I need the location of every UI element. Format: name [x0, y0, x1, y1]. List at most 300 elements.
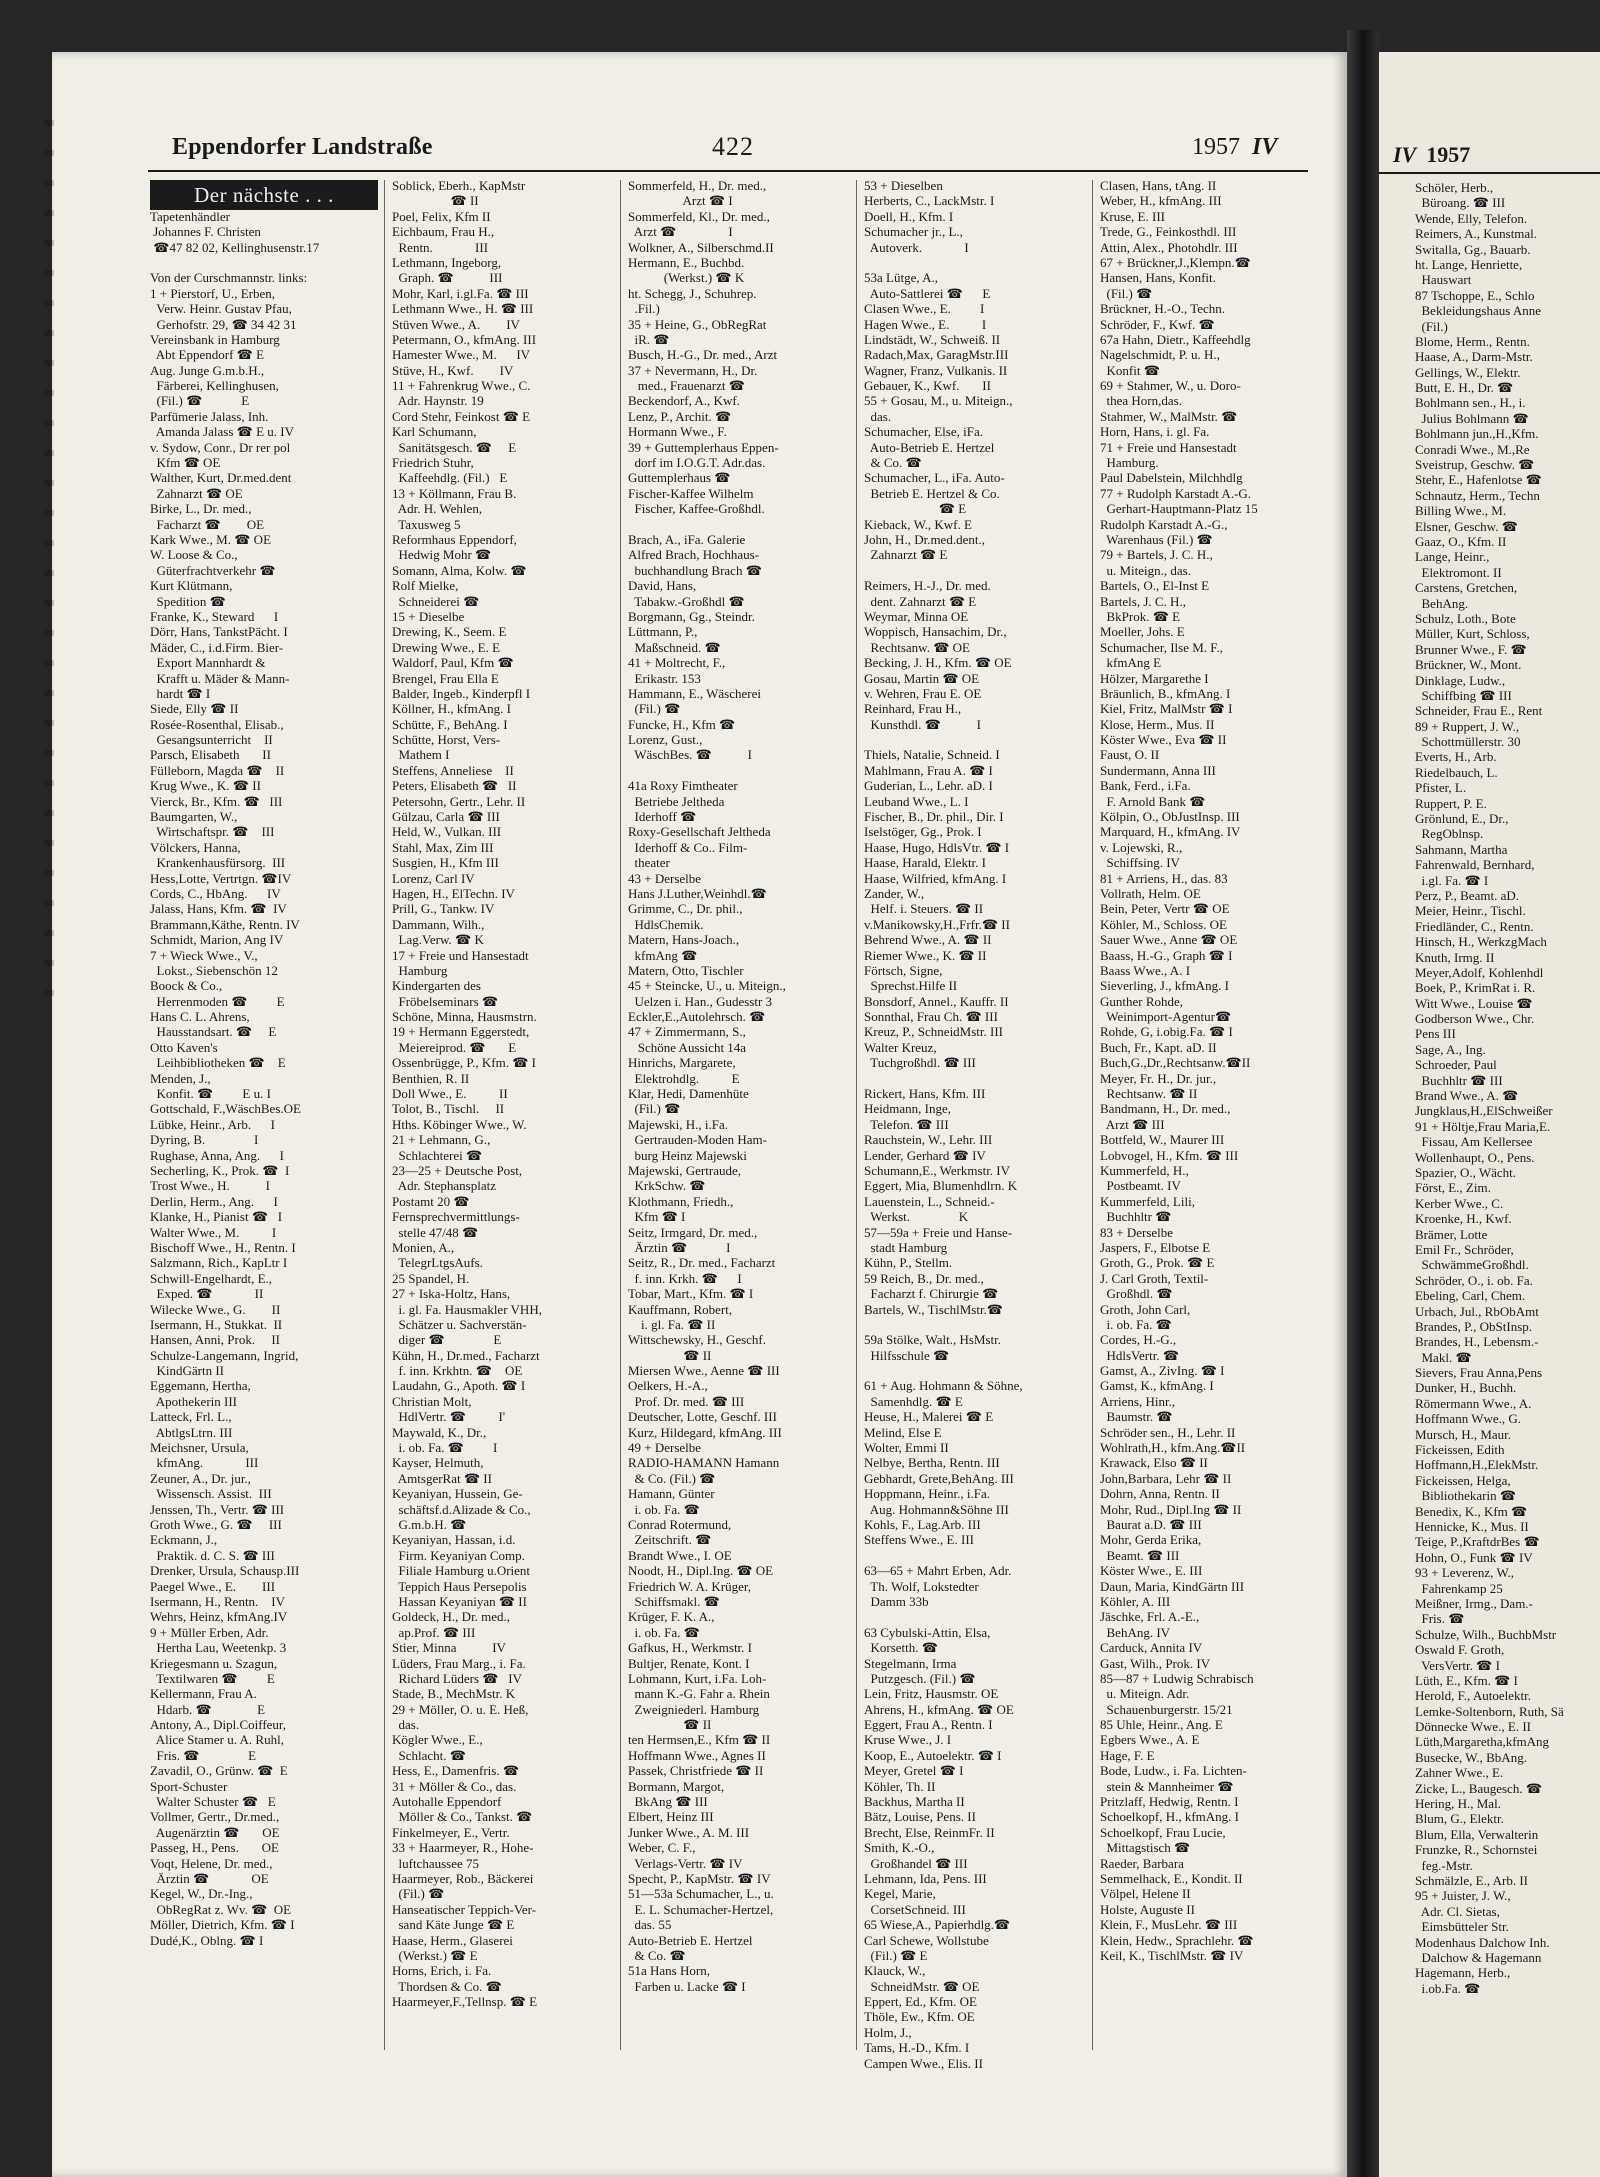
directory-entry-line: David, Hans,: [628, 578, 697, 594]
directory-entry-line: Gafkus, H., Werkmstr. I: [628, 1640, 753, 1656]
directory-entry-line: Menden, J.,: [150, 1070, 211, 1086]
directory-entry-line: Konfit ☎: [1100, 362, 1160, 378]
directory-entry-line: Groth, John Carl,: [1100, 1301, 1191, 1317]
directory-entry-line: Kurz, Hildegard, kfmAng. III: [628, 1424, 782, 1440]
directory-entry-line: Schöler, Herb.,: [1415, 180, 1494, 195]
directory-entry-line: Verlags-Vertr. ☎ IV: [628, 1855, 743, 1871]
directory-entry-line: 33 + Haarmeyer, R., Hohe-: [392, 1840, 534, 1856]
directory-entry-line: Mursch, H., Maur.: [1415, 1426, 1512, 1442]
directory-entry-line: ☎ II: [628, 1347, 712, 1363]
directory-entry-line: Schmidt, Marion, Ang IV: [150, 932, 284, 948]
directory-entry-line: Karl Schumann,: [392, 424, 477, 440]
directory-entry-line: Johannes F. Christen: [150, 224, 261, 240]
directory-entry-line: Spedition ☎: [150, 593, 226, 609]
directory-entry-line: Brückner, W., Mont.: [1415, 657, 1522, 673]
directory-entry-line: Hamburg.: [1100, 455, 1159, 471]
facing-year: 1957: [1426, 142, 1471, 167]
directory-entry-line: Pritzlaff, Hedwig, Rentn. I: [1100, 1794, 1239, 1810]
directory-entry-line: Conrad Rotermund,: [628, 1516, 732, 1532]
directory-entry-line: Weber, C. F.,: [628, 1840, 696, 1856]
directory-entry-line: Lüttmann, P.,: [628, 624, 698, 640]
directory-entry-line: Hormann Wwe., F.: [628, 424, 727, 440]
directory-entry-line: [864, 1071, 1086, 1086]
directory-entry-line: Faust, O. II: [1100, 747, 1160, 763]
directory-entry-line: Hess, E., Damenfris. ☎: [392, 1763, 520, 1779]
directory-entry-line: Gerhart-Hauptmann-Platz 15: [1100, 501, 1258, 517]
directory-entry-line: f. inn. Krkhtn. ☎ OE: [392, 1363, 523, 1379]
directory-entry-line: Brandes, H., Lebensm.-: [1415, 1334, 1539, 1350]
directory-entry-line: Hertha Lau, Weetenkp. 3: [150, 1640, 287, 1656]
directory-entry-line: Farben u. Lacke ☎ I: [628, 1978, 746, 1994]
column-2: [392, 178, 614, 2048]
directory-entry-line: Zahnarzt ☎ OE: [150, 485, 243, 501]
directory-entry-line: [150, 178, 378, 193]
directory-entry-line: Trede, G., Feinkosthdl. III: [1100, 224, 1237, 240]
facing-volume: IV: [1393, 142, 1417, 167]
directory-entry-line: Daun, Maria, KindGärtn III: [1100, 1578, 1245, 1594]
directory-entry-line: Brecht, Else, ReinmFr. II: [864, 1824, 995, 1840]
directory-entry-line: Hohn, O., Funk ☎ IV: [1415, 1549, 1533, 1565]
directory-entry-line: Dudé,K., Oblng. ☎ I: [150, 1932, 264, 1948]
directory-entry-line: 59 Reich, B., Dr. med.,: [864, 1270, 984, 1286]
directory-entry-line: Hoppmann, Heinr., i.Fa.: [864, 1486, 991, 1502]
directory-entry-line: [628, 763, 850, 778]
directory-entry-line: Gamst, A., ZivIng. ☎ I: [1100, 1363, 1225, 1379]
directory-entry-line: v. Sydow, Conr., Dr rer pol: [150, 439, 291, 455]
directory-entry-line: Th. Wolf, Lokstedter: [864, 1578, 979, 1594]
directory-entry-line: Oelkers, H.-A.,: [628, 1378, 708, 1394]
directory-entry-line: (Werkst.) ☎ E: [392, 1947, 478, 1963]
facing-column: [1415, 180, 1600, 2170]
directory-entry-line: Walter Schuster ☎ E: [150, 1794, 276, 1810]
directory-entry-line: Seitz, R., Dr. med., Facharzt: [628, 1255, 776, 1271]
directory-entry-line: 47 + Zimmermann, S.,: [628, 1024, 746, 1040]
directory-entry-line: Lehmann, Ida, Pens. III: [864, 1870, 987, 1886]
directory-entry-line: Konfit. ☎ E u. I: [150, 1086, 271, 1102]
directory-entry-line: Campen Wwe., Elis. II: [864, 2055, 983, 2071]
directory-entry-line: Prill, G., Tankw. IV: [392, 901, 495, 917]
directory-entry-line: 45 + Steincke, U., u. Miteign.,: [628, 978, 786, 994]
directory-entry-line: u. Miteign. Adr.: [1100, 1686, 1190, 1702]
directory-entry-line: Iderhoff ☎: [628, 809, 697, 825]
directory-entry-line: Lüth, E., Kfm. ☎ I: [1415, 1672, 1518, 1688]
directory-entry-line: Grimme, C., Dr. phil.,: [628, 901, 743, 917]
page-edge-shadow: [44, 120, 54, 1020]
directory-entry-line: 1 + Pierstorf, U., Erben,: [150, 285, 276, 301]
directory-entry-line: Köster Wwe., E. III: [1100, 1563, 1203, 1579]
directory-entry-line: Arzt ☎ I: [628, 224, 733, 240]
directory-entry-line: Isermann, H., Stukkat. II: [150, 1316, 283, 1332]
directory-entry-line: Lenz, P., Archit. ☎: [628, 408, 732, 424]
directory-entry-line: John, H., Dr.med.dent.,: [864, 531, 985, 547]
directory-entry-line: Salzmann, Rich., KapLtr I: [150, 1255, 288, 1271]
directory-entry-line: Wittschewsky, H., Geschf.: [628, 1332, 766, 1348]
directory-entry-line: Busch, H.-G., Dr. med., Arzt: [628, 347, 778, 363]
directory-entry-line: Perz, P., Beamt. aD.: [1415, 887, 1519, 903]
directory-entry-line: Antony, A., Dipl.Coiffeur,: [150, 1717, 286, 1733]
directory-entry-line: Holm, J.,: [864, 2024, 912, 2040]
directory-entry-line: Augenärztin ☎ OE: [150, 1824, 280, 1840]
directory-entry-line: Switalla, Gg., Bauarb.: [1415, 241, 1531, 257]
directory-entry-line: Schnautz, Herm., Techn: [1415, 487, 1540, 503]
directory-entry-line: Eggert, Mia, Blumenhdlrn. K: [864, 1178, 1018, 1194]
directory-entry-line: hardt ☎ I: [150, 685, 211, 701]
directory-entry-line: Brandt Wwe., I. OE: [628, 1547, 732, 1563]
directory-entry-line: Haase, Harald, Elektr. I: [864, 855, 987, 871]
directory-entry-line: Haase, Wilfried, kfmAng. I: [864, 870, 1007, 886]
directory-entry-line: E. L. Schumacher-Hertzel,: [628, 1901, 774, 1917]
directory-entry-line: Rudolph Karstadt A.-G.,: [1100, 516, 1228, 532]
directory-entry-line: Schneiderei ☎: [392, 593, 480, 609]
directory-entry-line: Held, W., Vulkan. III: [392, 824, 502, 840]
directory-entry-line: Boock & Co.,: [150, 978, 223, 994]
directory-entry-line: 85—87 + Ludwig Schrabisch: [1100, 1670, 1254, 1686]
directory-entry-line: Blome, Herm., Rentn.: [1415, 333, 1530, 349]
directory-entry-line: Schulz, Loth., Bote: [1415, 610, 1516, 626]
directory-entry-line: Stüven Wwe., A. IV: [392, 316, 520, 332]
directory-entry-line: Export Mannhardt &: [150, 655, 266, 671]
directory-entry-line: Warenhaus (Fil.) ☎: [1100, 531, 1213, 547]
directory-entry-line: Eckmann, J.,: [150, 1532, 218, 1548]
directory-entry-line: Jungklaus,H.,ElSchweißer: [1415, 1103, 1553, 1119]
directory-entry-line: Stehr, E., Hafenlotse ☎: [1415, 472, 1542, 488]
directory-entry-line: Weymar, Minna OE: [864, 608, 969, 624]
directory-entry-line: Bank, Ferd., i.Fa.: [1100, 778, 1191, 794]
directory-entry-line: Fahrenwald, Bernhard,: [1415, 857, 1535, 873]
directory-entry-line: Adr. Haynstr. 19: [392, 393, 484, 409]
directory-entry-line: Rechtsanw. ☎ OE: [864, 639, 970, 655]
directory-entry-line: Hamann, Günter: [628, 1486, 715, 1502]
directory-entry-line: CorsetSchneid. III: [864, 1901, 966, 1917]
directory-entry-line: Aug. Hohmann&Söhne III: [864, 1501, 1009, 1517]
directory-entry-line: Keil, K., TischlMstr. ☎ IV: [1100, 1947, 1244, 1963]
directory-entry-line: G.m.b.H. ☎: [392, 1516, 467, 1532]
directory-entry-line: Schütte, F., BehAng. I: [392, 716, 508, 732]
directory-entry-line: 85 Uhle, Heinr., Ang. E: [1100, 1717, 1223, 1733]
directory-entry-line: 13 + Köllmann, Frau B.: [392, 485, 517, 501]
directory-entry-line: Kegel, W., Dr.-Ing.,: [150, 1886, 253, 1902]
column-4: [864, 178, 1086, 2071]
directory-entry-line: Putzgesch. (Fil.) ☎: [864, 1670, 976, 1686]
directory-entry-line: Lemke-Soltenborn, Ruth, Sä: [1415, 1703, 1564, 1719]
directory-entry-line: Kummerfeld, H.,: [1100, 1163, 1189, 1178]
directory-entry-line: Hansen, Hans, Konfit.: [1100, 270, 1216, 286]
directory-entry-line: Mahlmann, Frau A. ☎ I: [864, 762, 993, 778]
directory-entry-line: Krug Wwe., K. ☎ II: [150, 778, 261, 794]
column-divider: [620, 180, 621, 2050]
directory-entry-line: Sport-Schuster: [150, 1778, 228, 1794]
directory-entry-line: [864, 1363, 1086, 1378]
directory-entry-line: Helf. i. Steuers. ☎ II: [864, 901, 984, 917]
directory-entry-line: dent. Zahnarzt ☎ E: [864, 593, 977, 609]
directory-entry-line: Meiereiprod. ☎ E: [392, 1039, 517, 1055]
directory-entry-line: Stüve, H., Kwf. IV: [392, 362, 514, 378]
directory-entry-line: Rosée-Rosenthal, Elisab.,: [150, 716, 284, 732]
directory-entry-line: Semmelhack, E., Kondit. II: [1100, 1870, 1243, 1886]
directory-entry-line: [864, 1317, 1086, 1332]
directory-entry-line: Hilfsschule ☎: [864, 1347, 950, 1363]
directory-entry-line: Graph. ☎ III: [392, 270, 503, 286]
directory-entry-line: Majewski, Gertraude,: [628, 1163, 741, 1178]
directory-entry-line: Bekleidungshaus Anne: [1415, 303, 1542, 319]
directory-entry-line: Damm 33b: [864, 1593, 929, 1609]
directory-entry-line: Klothmann, Friedh.,: [628, 1193, 734, 1209]
directory-entry-line: Hinrichs, Margarete,: [628, 1055, 736, 1071]
directory-entry-line: Hths. Köbinger Wwe., W.: [392, 1116, 527, 1132]
directory-entry-line: Lender, Gerhard ☎ IV: [864, 1147, 986, 1163]
directory-entry-line: W. Loose & Co.,: [150, 547, 238, 563]
directory-entry-line: Hennicke, K., Mus. II: [1415, 1518, 1529, 1534]
directory-entry-line: 11 + Fahrenkrug Wwe., C.: [392, 378, 531, 394]
directory-entry-line: HdlVertr. ☎ I': [392, 1409, 506, 1425]
directory-entry-line: Hausstandsart. ☎ E: [150, 1024, 277, 1040]
directory-entry-line: Iderhoff & Co.. Film-: [628, 839, 748, 855]
directory-entry-line: Büroang. ☎ III: [1415, 195, 1506, 211]
directory-entry-line: kfmAng. III: [150, 1455, 259, 1471]
directory-entry-line: Stahl, Max, Zim III: [392, 839, 494, 855]
directory-entry-line: Schröder, O., i. ob. Fa.: [1415, 1272, 1533, 1288]
directory-entry-line: Petersohn, Gertr., Lehr. II: [392, 793, 526, 809]
directory-entry-line: Sauer Wwe., Anne ☎ OE: [1100, 932, 1238, 948]
directory-entry-line: Egbers Wwe., A. E: [1100, 1732, 1200, 1748]
directory-entry-line: 25 Spandel, H.: [392, 1270, 470, 1286]
directory-entry-line: Billing Wwe., M.: [1415, 503, 1507, 519]
directory-entry-line: Kunsthdl. ☎ I: [864, 716, 981, 732]
directory-entry-line: Auto-Betrieb E. Hertzel: [628, 1932, 753, 1948]
directory-entry-line: Nagelschmidt, P. u. H.,: [1100, 347, 1220, 363]
directory-entry-line: 53 + Dieselben: [864, 178, 943, 193]
directory-entry-line: Passek, Christfriede ☎ II: [628, 1763, 764, 1779]
directory-entry-line: das. 55: [628, 1917, 672, 1933]
directory-entry-line: Wende, Elly, Telefon.: [1415, 210, 1528, 226]
directory-entry-line: Benedix, K., Kfm ☎: [1415, 1503, 1528, 1519]
directory-entry-line: AbtlgsLtrn. III: [150, 1424, 233, 1440]
directory-entry-line: Peters, Elisabeth ☎ II: [392, 778, 517, 794]
directory-entry-line: 65 Wiese,A., Papierhdlg.☎: [864, 1917, 1011, 1933]
directory-entry-line: BehAng.: [1415, 595, 1469, 611]
directory-entry-line: Sprechst.Hilfe II: [864, 978, 958, 994]
directory-entry-line: Mäder, C., i.d.Firm. Bier-: [150, 639, 284, 655]
directory-entry-line: Monien, A.,: [392, 1239, 455, 1255]
directory-entry-line: Klar, Hedi, Damenhüte: [628, 1086, 749, 1102]
directory-entry-line: Autohalle Eppendorf: [392, 1794, 502, 1810]
directory-entry-line: Elsner, Geschw. ☎: [1415, 518, 1518, 534]
directory-entry-line: Betrieb E. Hertzel & Co.: [864, 485, 1000, 501]
directory-entry-line: Franke, K., Steward I: [150, 608, 279, 624]
directory-entry-line: 87 Tschoppe, E., Schlo: [1415, 287, 1535, 303]
directory-entry-line: Kayser, Helmuth,: [392, 1455, 484, 1471]
directory-entry-line: Specht, P., KapMstr. ☎ IV: [628, 1870, 771, 1886]
directory-entry-line: Becking, J. H., Kfm. ☎ OE: [864, 655, 1012, 671]
directory-entry-line: Smith, K.-O.,: [864, 1840, 935, 1856]
directory-entry-line: 77 + Rudolph Karstadt A.-G.: [1100, 485, 1252, 501]
directory-entry-line: i. gl. Fa. Hausmakler VHH,: [392, 1301, 542, 1317]
directory-entry-line: Ahrens, H., kfmAng. ☎ OE: [864, 1701, 1014, 1717]
directory-entry-line: Schauenburgerstr. 15/21: [1100, 1701, 1233, 1717]
directory-entry-line: Otto Kaven's: [150, 1039, 218, 1055]
directory-entry-line: Cord Stehr, Feinkost ☎ E: [392, 408, 531, 424]
directory-entry-line: Hagemann, Herb.,: [1415, 1965, 1511, 1981]
directory-entry-line: Beckendorf, A., Kwf.: [628, 393, 740, 409]
directory-entry-line: Sommerfeld, Kl., Dr. med.,: [628, 208, 770, 224]
directory-entry-line: Zavadil, O., Grünw. ☎ E: [150, 1763, 288, 1779]
directory-entry-line: Brengel, Frau Ella E: [392, 670, 499, 686]
directory-entry-line: 51a Hans Horn,: [628, 1963, 710, 1979]
directory-entry-line: Lübke, Heinr., Arb. I: [150, 1116, 275, 1132]
directory-entry-line: i.ob.Fa. ☎: [1415, 1980, 1481, 1996]
directory-entry-line: Kühn, H., Dr.med., Facharzt: [392, 1347, 540, 1363]
directory-entry-line: Herrenmoden ☎ E: [150, 993, 285, 1009]
directory-entry-line: Kroenke, H., Kwf.: [1415, 1211, 1512, 1227]
directory-entry-line: (Fil.) ☎: [1100, 285, 1153, 301]
directory-entry-line: (Fil.) ☎: [628, 701, 681, 717]
directory-entry-line: Sommerfeld, H., Dr. med.,: [628, 178, 767, 193]
directory-entry-line: Carl Schewe, Wollstube: [864, 1932, 989, 1948]
directory-entry-line: ☎ II: [392, 193, 479, 209]
street-title: Eppendorfer Landstraße: [172, 134, 433, 160]
directory-entry-line: Postbeamt. IV: [1100, 1178, 1181, 1194]
directory-entry-line: kfmAng E: [1100, 655, 1162, 671]
directory-entry-line: Friedrich W. A. Krüger,: [628, 1578, 751, 1594]
directory-entry-line: Eppert, Ed., Kfm. OE: [864, 1994, 978, 2010]
directory-entry-line: BkAng ☎ III: [628, 1794, 708, 1810]
directory-entry-line: Klauck, W.,: [864, 1963, 926, 1979]
directory-entry-line: Dyring, B. I: [150, 1132, 259, 1148]
directory-entry-line: Behrend Wwe., A. ☎ II: [864, 932, 992, 948]
directory-entry-line: Witt Wwe., Louise ☎: [1415, 995, 1533, 1011]
directory-entry-line: Fülleborn, Magda ☎ II: [150, 762, 285, 778]
directory-entry-line: 41a Roxy Fimtheater: [628, 778, 738, 794]
directory-entry-line: Meyer, Fr. H., Dr. jur.,: [1100, 1070, 1217, 1086]
directory-entry-line: Möller & Co., Tankst. ☎: [392, 1809, 533, 1825]
directory-entry-line: Schätzer u. Sachverstän-: [392, 1316, 527, 1332]
directory-entry-line: 89 + Ruppert, J. W.,: [1415, 718, 1520, 734]
directory-entry-line: Moeller, Johs. E: [1100, 624, 1185, 640]
directory-entry-line: Kruse, E. III: [1100, 208, 1165, 224]
directory-entry-line: Fickeissen, Helga,: [1415, 1472, 1511, 1488]
directory-entry-line: Vollmer, Gertr., Dr.med.,: [150, 1809, 280, 1825]
directory-entry-line: 57—59a + Freie und Hanse-: [864, 1224, 1013, 1240]
directory-entry-line: Hansen, Anni, Prok. II: [150, 1332, 280, 1348]
directory-entry-line: 37 + Nevermann, H., Dr.: [628, 362, 758, 378]
directory-entry-line: Cords, C., HbAng. IV: [150, 885, 281, 901]
directory-entry-line: Von der Curschmannstr. links:: [150, 270, 308, 286]
directory-entry-line: BkProk. ☎ E: [1100, 608, 1181, 624]
directory-entry-line: Emil Fr., Schröder,: [1415, 1241, 1514, 1257]
directory-entry-line: Schumacher, Else, iFa.: [864, 424, 983, 440]
directory-entry-line: Apothekerin III: [150, 1393, 238, 1409]
directory-entry-line: ht. Schegg, J., Schuhrep.: [628, 285, 757, 301]
directory-entry-line: Teige, P.,KraftdrBes ☎: [1415, 1534, 1540, 1550]
directory-entry-line: Kindergarten des: [392, 978, 481, 994]
directory-entry-line: Rentn. III: [392, 239, 489, 255]
directory-entry-line: Kreuz, P., SchneidMstr. III: [864, 1024, 1004, 1040]
year: 1957: [1192, 134, 1240, 160]
directory-entry-line: Krawack, Elso ☎ II: [1100, 1455, 1208, 1471]
directory-entry-line: Teppich Haus Persepolis: [392, 1578, 527, 1594]
directory-entry-line: Fris. ☎ E: [150, 1747, 257, 1763]
directory-entry-line: Filiale Hamburg u.Orient: [392, 1563, 531, 1579]
directory-entry-line: Abt Eppendorf ☎ E: [150, 347, 265, 363]
directory-entry-line: Mohr, Karl, i.gl.Fa. ☎ III: [392, 285, 529, 301]
directory-entry-line: Hans J.Luther,Weinhdl.☎: [628, 885, 767, 901]
directory-entry-line: Möller, Dietrich, Kfm. ☎ I: [150, 1917, 295, 1933]
directory-entry-line: Matern, Hans-Joach.,: [628, 932, 740, 948]
directory-entry-line: Stier, Minna IV: [392, 1640, 506, 1656]
directory-entry-line: Bartels, J. C. H.,: [1100, 593, 1186, 609]
directory-entry-line: Sundermann, Anna III: [1100, 762, 1216, 778]
directory-entry-line: Schneider, Frau E., Rent: [1415, 703, 1543, 719]
header-rule: [148, 170, 1308, 172]
column-1: [150, 178, 378, 2048]
directory-entry-line: 19 + Hermann Eggerstedt,: [392, 1024, 530, 1040]
directory-entry-line: Herold, F., Autoelektr.: [1415, 1688, 1531, 1704]
directory-entry-line: sand Käte Junge ☎ E: [392, 1917, 515, 1933]
directory-entry-line: Autoverk. I: [864, 239, 969, 255]
directory-entry-line: Lauenstein, L., Schneid.-: [864, 1193, 995, 1209]
directory-entry-line: Zahnarzt ☎ E: [864, 547, 948, 563]
directory-entry-line: Richard Lüders ☎ IV: [392, 1670, 522, 1686]
directory-entry-line: dorf im I.O.G.T. Adr.das.: [628, 455, 766, 471]
directory-entry-line: Siede, Elly ☎ II: [150, 701, 239, 717]
directory-entry-line: 93 + Leverenz, W.,: [1415, 1565, 1515, 1581]
directory-entry-line: Gottschald, F.,WäschBes.OE: [150, 1101, 301, 1117]
directory-entry-line: Alfred Brach, Hochhaus-: [628, 547, 760, 563]
directory-entry-line: Rauchstein, W., Lehr. III: [864, 1132, 993, 1148]
directory-entry-line: Firm. Keyaniyan Comp.: [392, 1547, 525, 1563]
directory-entry-line: Dinklage, Ludw.,: [1415, 672, 1506, 688]
directory-entry-line: Meyer, Gretel ☎ I: [864, 1763, 964, 1779]
directory-entry-line: Oswald F. Groth,: [1415, 1642, 1505, 1658]
directory-entry-line: Bohlmann jun.,H.,Kfm.: [1415, 426, 1539, 442]
directory-entry-line: Kauffmann, Robert,: [628, 1301, 733, 1317]
directory-entry-line: Rolf Mielke,: [392, 578, 459, 594]
directory-entry-line: Baurat a.D. ☎ III: [1100, 1516, 1202, 1532]
directory-entry-line: i. ob. Fa. ☎: [628, 1624, 700, 1640]
directory-entry-line: buchhandlung Brach ☎: [628, 562, 762, 578]
directory-entry-line: 59a Stölke, Walt., HsMstr.: [864, 1332, 1002, 1348]
directory-entry-line: Miersen Wwe., Aenne ☎ III: [628, 1363, 780, 1379]
directory-entry-line: Hauswart: [1415, 272, 1472, 288]
directory-entry-line: stadt Hamburg: [864, 1239, 948, 1255]
directory-entry-line: [864, 563, 1086, 578]
directory-entry-line: Christian Molt,: [392, 1393, 472, 1409]
directory-entry-line: Kohls, F., Lag.Arb. III: [864, 1516, 981, 1532]
directory-entry-line: Dunker, H., Buchh.: [1415, 1380, 1517, 1396]
directory-entry-line: Gertrauden-Moden Ham-: [628, 1132, 767, 1148]
directory-entry-line: Fernsprechvermittlungs-: [392, 1209, 520, 1225]
directory-entry-line: Drewing Wwe., E. E: [392, 639, 501, 655]
directory-entry-line: Keyaniyan, Hussein, Ge-: [392, 1486, 523, 1502]
directory-entry-line: Gunther Rohde,: [1100, 993, 1184, 1009]
directory-entry-line: Somann, Alma, Kolw. ☎: [392, 562, 527, 578]
directory-entry-line: Leihbibliotheken ☎ E: [150, 1055, 286, 1071]
directory-entry-line: Iselstöger, Gg., Prok. I: [864, 824, 982, 840]
directory-entry-line: u. Miteign., das.: [1100, 562, 1191, 578]
directory-entry-line: Lorenz, Gust.,: [628, 732, 703, 748]
directory-entry-line: mann K.-G. Fahr a. Rhein: [628, 1686, 770, 1702]
directory-entry-line: Korsetth. ☎: [864, 1640, 938, 1656]
directory-entry-line: 83 + Derselbe: [1100, 1224, 1174, 1240]
directory-entry-line: Paul Dabelstein, Milchhdlg: [1100, 470, 1243, 486]
directory-entry-line: 31 + Möller & Co., das.: [392, 1778, 517, 1794]
directory-entry-line: Schröder, F., Kwf. ☎: [1100, 316, 1215, 332]
directory-entry-line: ☎ II: [628, 1717, 712, 1733]
directory-entry-line: 41 + Moltrecht, F.,: [628, 655, 726, 671]
directory-entry-line: Schoelkopf, Frau Lucie,: [1100, 1824, 1226, 1840]
directory-entry-line: Erikastr. 153: [628, 670, 701, 686]
directory-entry-line: Klein, F., MusLehr. ☎ III: [1100, 1917, 1238, 1933]
